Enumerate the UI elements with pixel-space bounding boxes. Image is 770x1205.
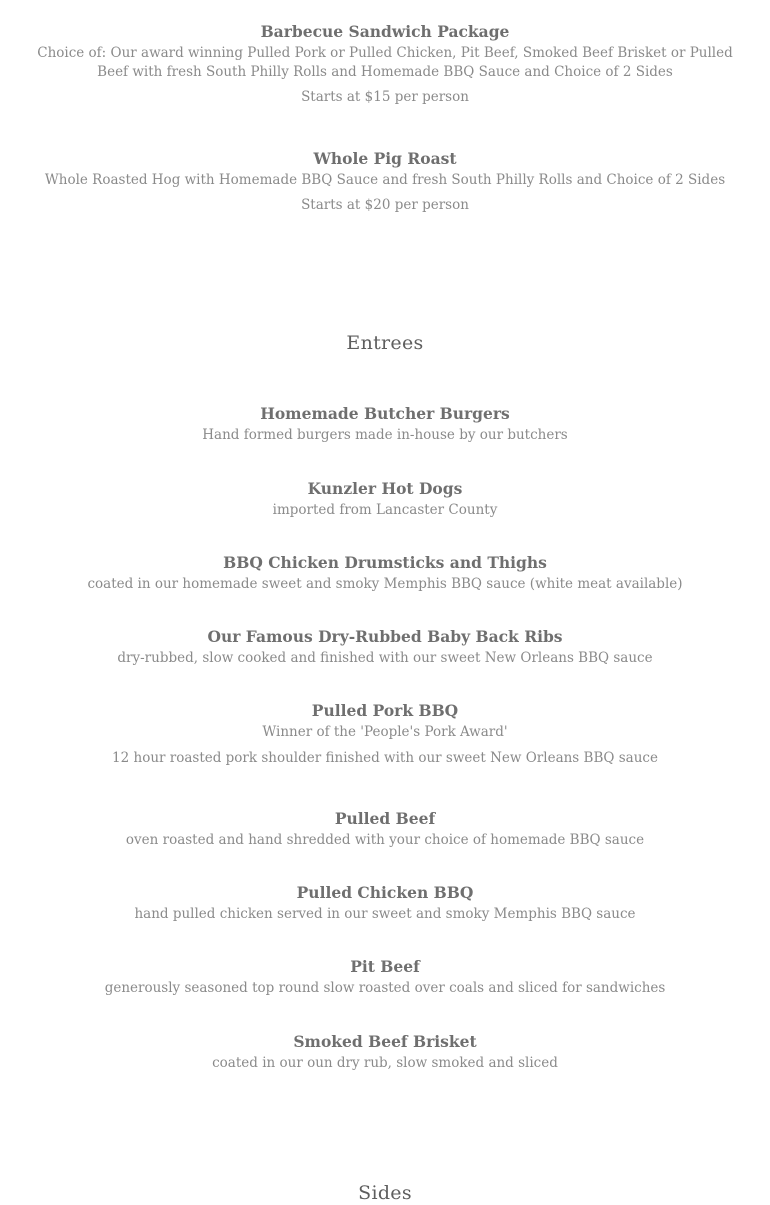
entree-description: 12 hour roasted pork shoulder finished with our sweet New Orleans BBQ sauce <box>112 750 658 766</box>
section-heading-sides: Sides <box>358 1182 412 1204</box>
package-whole-pig-roast <box>30 148 740 215</box>
entree-description: oven roasted and hand shredded with your choice of homemade BBQ sauce <box>125 832 645 848</box>
entree-item <box>30 552 740 594</box>
entree-item <box>30 808 740 850</box>
entree-description: imported from Lancaster County <box>272 502 498 518</box>
entree-item <box>30 403 740 445</box>
entree-title: Pit Beef <box>350 957 420 976</box>
entree-title: Homemade Butcher Burgers <box>260 404 510 423</box>
entree-item <box>30 956 740 998</box>
entree-title: Our Famous Dry-Rubbed Baby Back Ribs <box>207 627 563 646</box>
package-description: Choice of: Our award winning Pulled Pork or Pulled Chicken, Pit Beef, Smoked Beef Brisket or Pulled Beef with fresh South Philly Rolls and Homemade BBQ Sauce and Choice of 2 Sides <box>37 45 733 80</box>
entree-award-note: Winner of the 'People's Pork Award' <box>262 724 508 740</box>
entree-title: Pulled Beef <box>334 809 436 828</box>
entree-item <box>30 1031 740 1073</box>
entree-title: Smoked Beef Brisket <box>293 1032 477 1051</box>
entree-description: Hand formed burgers made in-house by our butchers <box>202 427 568 443</box>
entree-description: generously seasoned top round slow roasted over coals and sliced for sandwiches <box>104 980 666 996</box>
package-barbecue-sandwich <box>30 21 740 107</box>
entree-item <box>30 700 740 768</box>
entree-title: Pulled Chicken BBQ <box>296 883 474 902</box>
entree-title: BBQ Chicken Drumsticks and Thighs <box>223 553 547 572</box>
entree-title: Pulled Pork BBQ <box>311 701 459 720</box>
entree-description: hand pulled chicken served in our sweet and smoky Memphis BBQ sauce <box>134 906 636 922</box>
entree-description: dry-rubbed, slow cooked and finished with our sweet New Orleans BBQ sauce <box>117 650 653 666</box>
package-title: Whole Pig Roast <box>313 149 457 168</box>
entree-description: coated in our homemade sweet and smoky Memphis BBQ sauce (white meat available) <box>87 576 683 592</box>
package-price: Starts at $15 per person <box>301 89 469 105</box>
package-description: Whole Roasted Hog with Homemade BBQ Sauce and fresh South Philly Rolls and Choice of 2 Sides <box>44 172 726 188</box>
package-title: Barbecue Sandwich Package <box>260 22 510 41</box>
entree-item <box>30 478 740 520</box>
section-heading-entrees: Entrees <box>346 332 424 354</box>
entree-title: Kunzler Hot Dogs <box>307 479 463 498</box>
entree-description: coated in our oun dry rub, slow smoked and sliced <box>212 1055 558 1071</box>
entree-item <box>30 882 740 924</box>
package-price: Starts at $20 per person <box>301 197 469 213</box>
entree-item <box>30 626 740 668</box>
